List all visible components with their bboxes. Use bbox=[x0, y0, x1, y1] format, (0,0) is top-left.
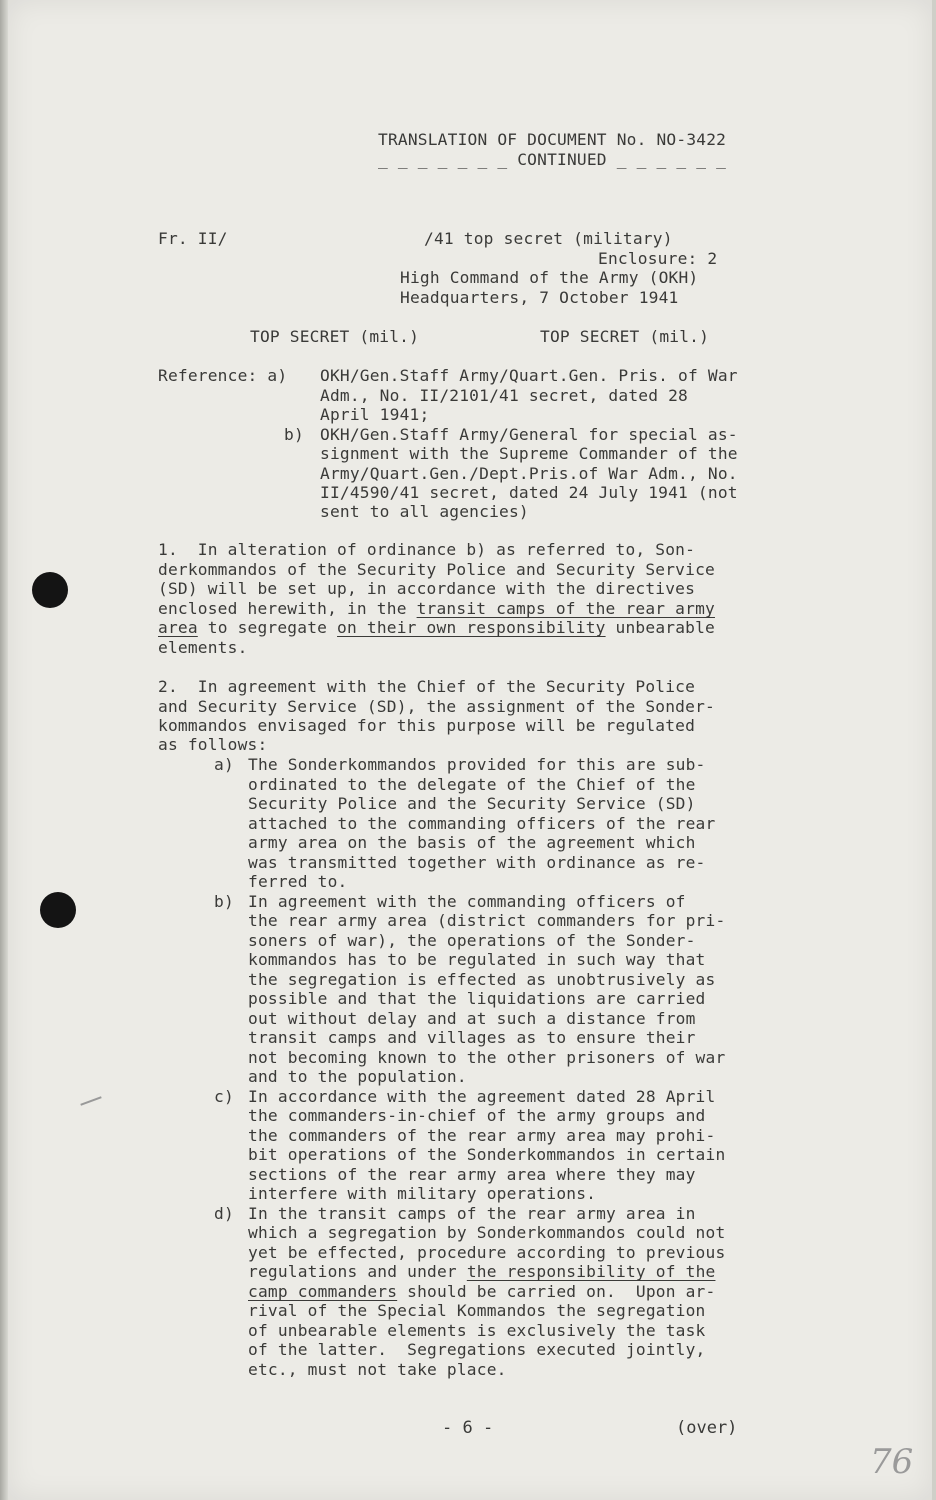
para1-underlined: on their own responsibility bbox=[337, 618, 606, 637]
para2-line: and Security Service (SD), the assignment of the Sonder- bbox=[158, 697, 715, 716]
item-d-text: regulations and under bbox=[248, 1262, 467, 1281]
item-c-line: interfere with military operations. bbox=[248, 1184, 597, 1203]
item-d-line: of the latter. Segregations executed jointly, bbox=[248, 1340, 706, 1359]
top-secret-left: TOP SECRET (mil.) bbox=[250, 327, 420, 346]
item-b-line: kommandos has to be regulated in such way that bbox=[248, 950, 706, 969]
item-b-line: soners of war), the operations of the Sonder- bbox=[248, 931, 696, 950]
item-b-line: and to the population. bbox=[248, 1067, 467, 1086]
item-d-line: which a segregation by Sonderkommandos could not bbox=[248, 1223, 726, 1242]
item-d-line: of unbearable elements is exclusively the task bbox=[248, 1321, 706, 1340]
item-a-line: was transmitted together with ordinance as re- bbox=[248, 853, 706, 872]
punch-hole bbox=[32, 572, 68, 608]
item-a-label: a) bbox=[214, 755, 234, 774]
para1-underlined: transit camps of the rear army bbox=[416, 599, 715, 618]
para1-line: 1. In alteration of ordinance b) as referred to, Son- bbox=[158, 540, 696, 559]
para1-line: elements. bbox=[158, 638, 248, 657]
item-d-line bbox=[248, 1262, 715, 1282]
item-b-label: b) bbox=[214, 892, 234, 911]
item-c-line: sections of the rear army area where they may bbox=[248, 1165, 696, 1184]
item-b-line: the segregation is effected as unobtrusively as bbox=[248, 970, 716, 989]
classification-line: /41 top secret (military) bbox=[424, 229, 673, 248]
item-a-line: ordinated to the delegate of the Chief of the bbox=[248, 775, 696, 794]
item-d-line: etc., must not take place. bbox=[248, 1360, 507, 1379]
para2-line: kommandos envisaged for this purpose will be regulated bbox=[158, 716, 696, 735]
para1-line: derkommandos of the Security Police and Security Service bbox=[158, 560, 715, 579]
reference-b-line: II/4590/41 secret, dated 24 July 1941 (not bbox=[320, 483, 738, 502]
document-title: TRANSLATION OF DOCUMENT No. NO-3422 bbox=[378, 130, 727, 149]
item-c-line: In accordance with the agreement dated 28 April bbox=[248, 1087, 716, 1106]
page-edge bbox=[0, 0, 8, 1500]
item-d-line: rival of the Special Kommandos the segregation bbox=[248, 1301, 706, 1320]
handwritten-page-number: 76 bbox=[870, 1442, 914, 1482]
reference-b-line: signment with the Supreme Commander of the bbox=[320, 444, 738, 463]
reference-a-line: April 1941; bbox=[320, 405, 430, 424]
reference-b-label: b) bbox=[284, 425, 304, 444]
reference-b-line: sent to all agencies) bbox=[320, 502, 529, 521]
para1-line: (SD) will be set up, in accordance with the directives bbox=[158, 579, 696, 598]
page-number: - 6 - bbox=[442, 1418, 494, 1438]
reference-b-line: Army/Quart.Gen./Dept.Pris.of War Adm., No. bbox=[320, 464, 738, 483]
para1-line bbox=[158, 618, 715, 638]
punch-hole bbox=[40, 892, 76, 928]
enclosure-line: Enclosure: 2 bbox=[598, 249, 718, 268]
item-c-label: c) bbox=[214, 1087, 234, 1106]
item-d-line: yet be effected, procedure according to previous bbox=[248, 1243, 726, 1262]
item-a-line: attached to the commanding officers of the rear bbox=[248, 814, 716, 833]
item-d-text: should be carried on. Upon ar- bbox=[397, 1282, 716, 1301]
reference-label: Reference: a) bbox=[158, 366, 288, 385]
item-a-line: ferred to. bbox=[248, 872, 348, 891]
item-b-line: possible and that the liquidations are carried bbox=[248, 989, 706, 1008]
item-d-label: d) bbox=[214, 1204, 234, 1223]
document-page bbox=[8, 0, 932, 1500]
file-reference: Fr. II/ bbox=[158, 229, 228, 248]
para2-line: as follows: bbox=[158, 735, 268, 754]
over-note: (over) bbox=[676, 1418, 738, 1438]
para1-text: enclosed herewith, in the bbox=[158, 599, 417, 618]
item-c-line: bit operations of the Sonderkommandos in certain bbox=[248, 1145, 726, 1164]
para2-line: 2. In agreement with the Chief of the Security Police bbox=[158, 677, 696, 696]
para1-underlined: area bbox=[158, 618, 198, 637]
pencil-mark bbox=[80, 1096, 101, 1105]
item-a-line: army area on the basis of the agreement which bbox=[248, 833, 696, 852]
item-b-line: the rear army area (district commanders for pri- bbox=[248, 911, 726, 930]
top-secret-right: TOP SECRET (mil.) bbox=[540, 327, 710, 346]
item-c-line: the commanders of the rear army area may prohi- bbox=[248, 1126, 716, 1145]
item-b-line: out without delay and at such a distance from bbox=[248, 1009, 696, 1028]
command-line: High Command of the Army (OKH) bbox=[400, 268, 699, 287]
item-d-line: In the transit camps of the rear army area in bbox=[248, 1204, 696, 1223]
reference-a-line: OKH/Gen.Staff Army/Quart.Gen. Pris. of War bbox=[320, 366, 738, 385]
item-d-line bbox=[248, 1282, 715, 1302]
para1-text: to segregate bbox=[197, 618, 338, 637]
item-a-line: Security Police and the Security Service (SD) bbox=[248, 794, 696, 813]
item-c-line: the commanders-in-chief of the army groups and bbox=[248, 1106, 706, 1125]
item-d-underlined: the responsibility of the bbox=[466, 1262, 716, 1281]
item-b-line: In agreement with the commanding officers of bbox=[248, 892, 686, 911]
item-d-underlined: camp commanders bbox=[248, 1282, 398, 1301]
para1-line bbox=[158, 599, 715, 619]
item-b-line: transit camps and villages as to ensure their bbox=[248, 1028, 696, 1047]
item-a-line: The Sonderkommandos provided for this are sub- bbox=[248, 755, 706, 774]
headquarters-date: Headquarters, 7 October 1941 bbox=[400, 288, 679, 307]
document-subtitle: _ _ _ _ _ _ _ CONTINUED _ _ _ _ _ _ bbox=[378, 150, 727, 169]
item-b-line: not becoming known to the other prisoners of war bbox=[248, 1048, 726, 1067]
reference-a-line: Adm., No. II/2101/41 secret, dated 28 bbox=[320, 386, 688, 405]
para1-text: unbearable bbox=[605, 618, 715, 637]
reference-b-line: OKH/Gen.Staff Army/General for special as- bbox=[320, 425, 738, 444]
